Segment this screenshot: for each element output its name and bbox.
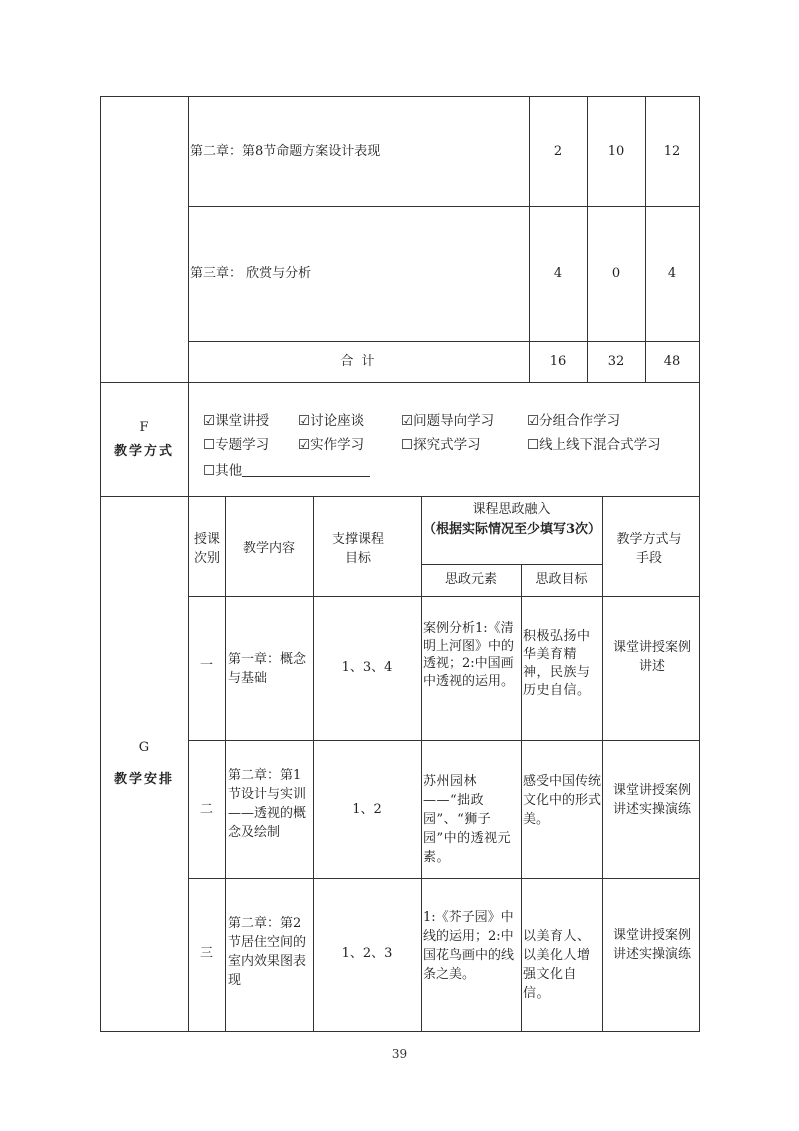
teaching-content: 第一章：概念与基础 [228, 652, 307, 686]
section-f-title: 教学方式 [113, 444, 174, 459]
teaching-method: 课堂讲授案例讲述实操演练 [612, 783, 691, 817]
checkbox-checked-icon: ☑ [298, 413, 311, 429]
option-other[interactable]: ☐其他 [203, 461, 370, 481]
sum-label: 合 计 [340, 354, 377, 369]
practice-hours: 0 [611, 266, 621, 281]
label-column-divider [188, 96, 189, 1031]
g-row-divider-1 [188, 740, 699, 741]
total-hours: 4 [667, 266, 677, 281]
checkbox-empty-icon: ☐ [527, 437, 540, 453]
checkbox-checked-icon: ☑ [203, 413, 216, 429]
ideology-element: 1:《芥子园》中线的运用；2:中国花鸟画中的线条之美。 [423, 910, 515, 982]
g-col-divider-1 [225, 496, 226, 1031]
sum-theory: 16 [549, 354, 567, 369]
teaching-method: 课堂讲授案例讲述实操演练 [612, 928, 691, 962]
other-blank-field[interactable] [242, 462, 370, 477]
checkbox-checked-icon: ☑ [298, 437, 311, 453]
header-ideology-note: （根据实际情况至少填写3次） [423, 522, 602, 537]
course-objectives: 1、3、4 [341, 660, 393, 675]
sum-total: 48 [663, 354, 681, 369]
theory-hours: 4 [553, 266, 563, 281]
option-group-learning[interactable]: ☑分组合作学习 [527, 413, 621, 429]
table-left-border [100, 96, 101, 1031]
ideology-goal: 积极弘扬中华美育精神，民族与历史自信。 [523, 629, 591, 698]
section-g-letter: G [138, 740, 150, 755]
section-f-letter: F [139, 420, 149, 435]
header-method: 教学方式与手段 [616, 532, 682, 566]
header-session: 授课次别 [193, 532, 220, 566]
row-divider-1 [188, 206, 699, 207]
g-col-divider-5 [602, 496, 603, 1031]
checkbox-checked-icon: ☑ [401, 413, 414, 429]
practice-hours: 10 [607, 144, 625, 159]
ideology-goal: 以美育人、以美化人增强文化自信。 [523, 929, 591, 1001]
option-topic-learning[interactable]: ☐专题学习 [203, 437, 270, 453]
theory-hours: 2 [553, 144, 563, 159]
table-top-border [100, 96, 699, 97]
course-objectives: 1、2、3 [341, 946, 393, 961]
option-problem-based[interactable]: ☑问题导向学习 [401, 413, 495, 429]
header-content: 教学内容 [242, 541, 295, 556]
section-g-title: 教学安排 [113, 772, 174, 787]
section-divider-f [100, 382, 699, 383]
section-divider-g [100, 496, 699, 497]
session-number: 三 [199, 946, 213, 961]
ideology-element: 苏州园林——“拙政园”、“狮子园”中的透视元素。 [423, 774, 512, 865]
header-objective: 支撑课程目标 [331, 532, 384, 566]
session-number: 一 [199, 658, 213, 673]
table-bottom-border [100, 1031, 700, 1032]
col-divider-total [645, 96, 646, 382]
ideology-goal: 感受中国传统文化中的形式美。 [523, 774, 602, 827]
col-divider-theory [529, 96, 530, 382]
teaching-method: 课堂讲授案例讲述 [612, 640, 691, 674]
checkbox-empty-icon: ☐ [203, 437, 216, 453]
option-discussion[interactable]: ☑讨论座谈 [298, 413, 365, 429]
session-number: 二 [199, 802, 213, 817]
page-number: 39 [391, 1047, 408, 1061]
header-ideology: 课程思政融入 [472, 502, 551, 517]
table-right-border [699, 96, 700, 1031]
checkbox-empty-icon: ☐ [401, 437, 414, 453]
ideology-element: 案例分析1:《清明上河图》中的透视；2:中国画中透视的运用。 [423, 621, 515, 689]
total-hours: 12 [663, 144, 681, 159]
checkbox-empty-icon: ☐ [203, 463, 216, 479]
teaching-content: 第二章：第1节设计与实训——透视的概念及绘制 [228, 768, 307, 840]
header-element: 思政元素 [444, 572, 497, 587]
g-header-bottom [188, 596, 699, 597]
header-goal: 思政目标 [535, 572, 588, 587]
chapter-row-label: 第三章： 欣赏与分析 [190, 266, 312, 281]
chapter-row-label: 第二章：第8节命题方案设计表现 [190, 144, 381, 159]
option-practical[interactable]: ☑实作学习 [298, 437, 365, 453]
g-row-divider-2 [188, 878, 699, 879]
checkbox-checked-icon: ☑ [527, 413, 540, 429]
option-inquiry[interactable]: ☐探究式学习 [401, 437, 481, 453]
option-lecture[interactable]: ☑课堂讲授 [203, 413, 270, 429]
sum-practice: 32 [607, 354, 625, 369]
g-col-divider-4 [521, 564, 522, 1031]
row-divider-2 [188, 341, 699, 342]
g-header-subdivider [421, 564, 602, 565]
course-objectives: 1、2 [352, 802, 382, 817]
col-divider-practice [587, 96, 588, 382]
teaching-content: 第二章：第2节居住空间的室内效果图表现 [228, 916, 307, 988]
option-blended[interactable]: ☐线上线下混合式学习 [527, 437, 661, 453]
